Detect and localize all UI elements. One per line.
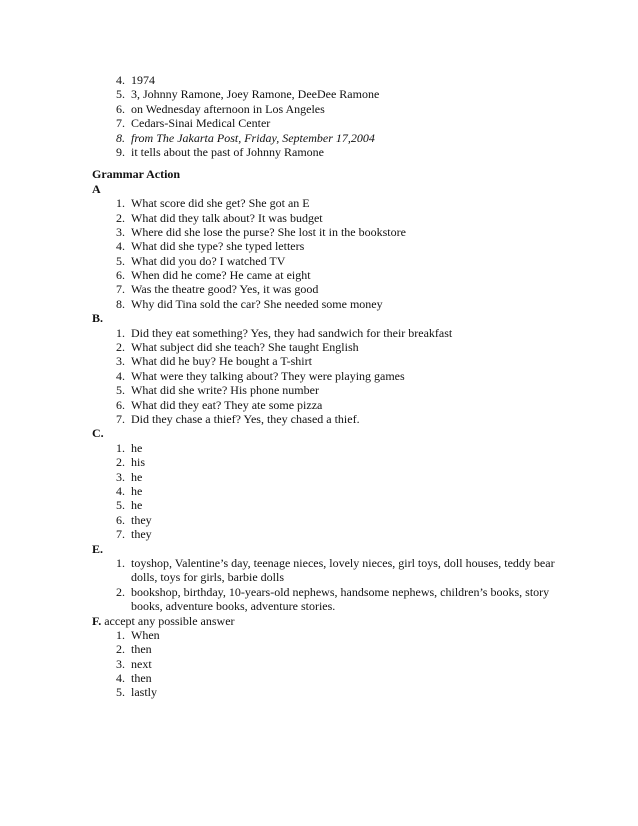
section-b-list [92,326,562,427]
item-text: What did she write? His phone number [131,383,319,398]
item-text: Did they chase a thief? Yes, they chased a thief. [131,411,360,426]
list-item [92,196,562,210]
item-text: next [131,656,152,671]
item-number: 6. [116,101,125,116]
item-number: 3. [116,224,125,239]
section-f-label: F. [92,613,102,628]
item-text: Cedars-Sinai Medical Center [131,116,271,131]
item-text: lastly [131,685,157,700]
item-text: bookshop, birthday, 10-years-old nephews, handsome nephews, children’s books, story books, adventure books, adventure stories. [131,584,550,614]
item-number: 5. [116,383,125,398]
list-item [92,585,562,614]
item-number: 6. [116,268,125,283]
top-answer-list [92,73,562,159]
item-text: What score did she get? She got an E [131,196,310,211]
item-number: 2. [116,584,125,599]
item-text: on Wednesday afternoon in Los Angeles [131,101,325,116]
item-number: 5. [116,253,125,268]
item-text: his [131,455,146,470]
list-item [92,340,562,354]
item-number: 2. [116,642,125,657]
item-text: When [131,627,160,642]
list-item [92,354,562,368]
item-text: Did they eat something? Yes, they had sandwich for their breakfast [131,325,453,340]
item-number: 8. [116,130,125,145]
list-item [92,441,562,455]
list-item [92,498,562,512]
item-number: 7. [116,527,125,542]
item-number: 1. [116,325,125,340]
grammar-action-title: Grammar Action [92,167,181,182]
section-a-label: A [92,181,101,196]
section-c-list [92,441,562,542]
answer-key-content [92,73,562,700]
list-item [92,369,562,383]
list-item [92,671,562,685]
item-text: from The Jakarta Post, Friday, September 17,2004 [131,130,375,145]
item-number: 1. [116,440,125,455]
item-text: they [131,512,152,527]
spacer [92,159,562,167]
section-f-note: accept any possible answer [101,613,235,628]
list-item [92,145,562,159]
item-number: 5. [116,87,125,102]
item-number: 3. [116,354,125,369]
item-number: 5. [116,685,125,700]
item-text: What did you do? I watched TV [131,253,286,268]
list-item [92,297,562,311]
item-number: 9. [116,144,125,159]
item-text: they [131,527,152,542]
item-text: 1974 [131,73,155,87]
section-e-label: E. [92,541,104,556]
list-item [92,116,562,130]
item-text: Where did she lose the purse? She lost it in the bookstore [131,224,406,239]
section-f-heading [92,614,562,628]
list-item-source [92,131,562,145]
item-text: he [131,469,143,484]
item-text: What subject did she teach? She taught English [131,340,359,355]
item-number: 1. [116,555,125,570]
item-number: 4. [116,368,125,383]
item-text: 3, Johnny Ramone, Joey Ramone, DeeDee Ramone [131,87,380,102]
item-number: 3. [116,469,125,484]
list-item [92,87,562,101]
list-item [92,282,562,296]
item-text: What did they talk about? It was budget [131,210,323,225]
list-item [92,254,562,268]
list-item [92,211,562,225]
item-number: 6. [116,512,125,527]
list-item [92,225,562,239]
list-item [92,455,562,469]
item-text: What were they talking about? They were playing games [131,368,405,383]
section-e-list [92,556,562,614]
item-number: 2. [116,340,125,355]
list-item [92,527,562,541]
section-a-list [92,196,562,311]
item-text: When did he come? He came at eight [131,268,311,283]
list-item [92,268,562,282]
item-text: he [131,483,143,498]
item-number: 7. [116,411,125,426]
item-number: 4. [116,239,125,254]
list-item [92,484,562,498]
item-number: 5. [116,498,125,513]
list-item [92,102,562,116]
list-item [92,657,562,671]
list-item [92,628,562,642]
item-number: 4. [116,671,125,686]
item-text: it tells about the past of Johnny Ramone [131,144,324,159]
item-number: 2. [116,210,125,225]
item-number: 4. [116,73,125,87]
item-text: he [131,498,143,513]
list-item [92,470,562,484]
item-text: What did they eat? They ate some pizza [131,397,323,412]
item-number: 7. [116,282,125,297]
item-text: then [131,642,152,657]
list-item [92,513,562,527]
item-number: 3. [116,656,125,671]
item-number: 4. [116,483,125,498]
section-c-label: C. [92,426,104,441]
list-item [92,556,562,585]
list-item [92,398,562,412]
item-number: 1. [116,627,125,642]
item-text: Why did Tina sold the car? She needed some money [131,296,383,311]
item-number: 7. [116,116,125,131]
section-f-list [92,628,562,700]
list-item [92,239,562,253]
item-text: Was the theatre good? Yes, it was good [131,282,319,297]
list-item [92,326,562,340]
item-number: 8. [116,296,125,311]
item-number: 6. [116,397,125,412]
item-text: What did he buy? He bought a T-shirt [131,354,312,369]
item-text: he [131,440,143,455]
section-heading [92,167,562,181]
list-item [92,685,562,699]
item-number: 1. [116,196,125,211]
section-b-label: B. [92,311,104,326]
item-text: toyshop, Valentine’s day, teenage nieces, lovely nieces, girl toys, doll houses, teddy bear dolls, toys for girls, barbie dolls [131,555,555,585]
item-text: What did she type? she typed letters [131,239,305,254]
list-item [92,642,562,656]
list-item [92,383,562,397]
item-text: then [131,671,152,686]
list-item [92,73,562,87]
list-item [92,412,562,426]
item-number: 2. [116,455,125,470]
